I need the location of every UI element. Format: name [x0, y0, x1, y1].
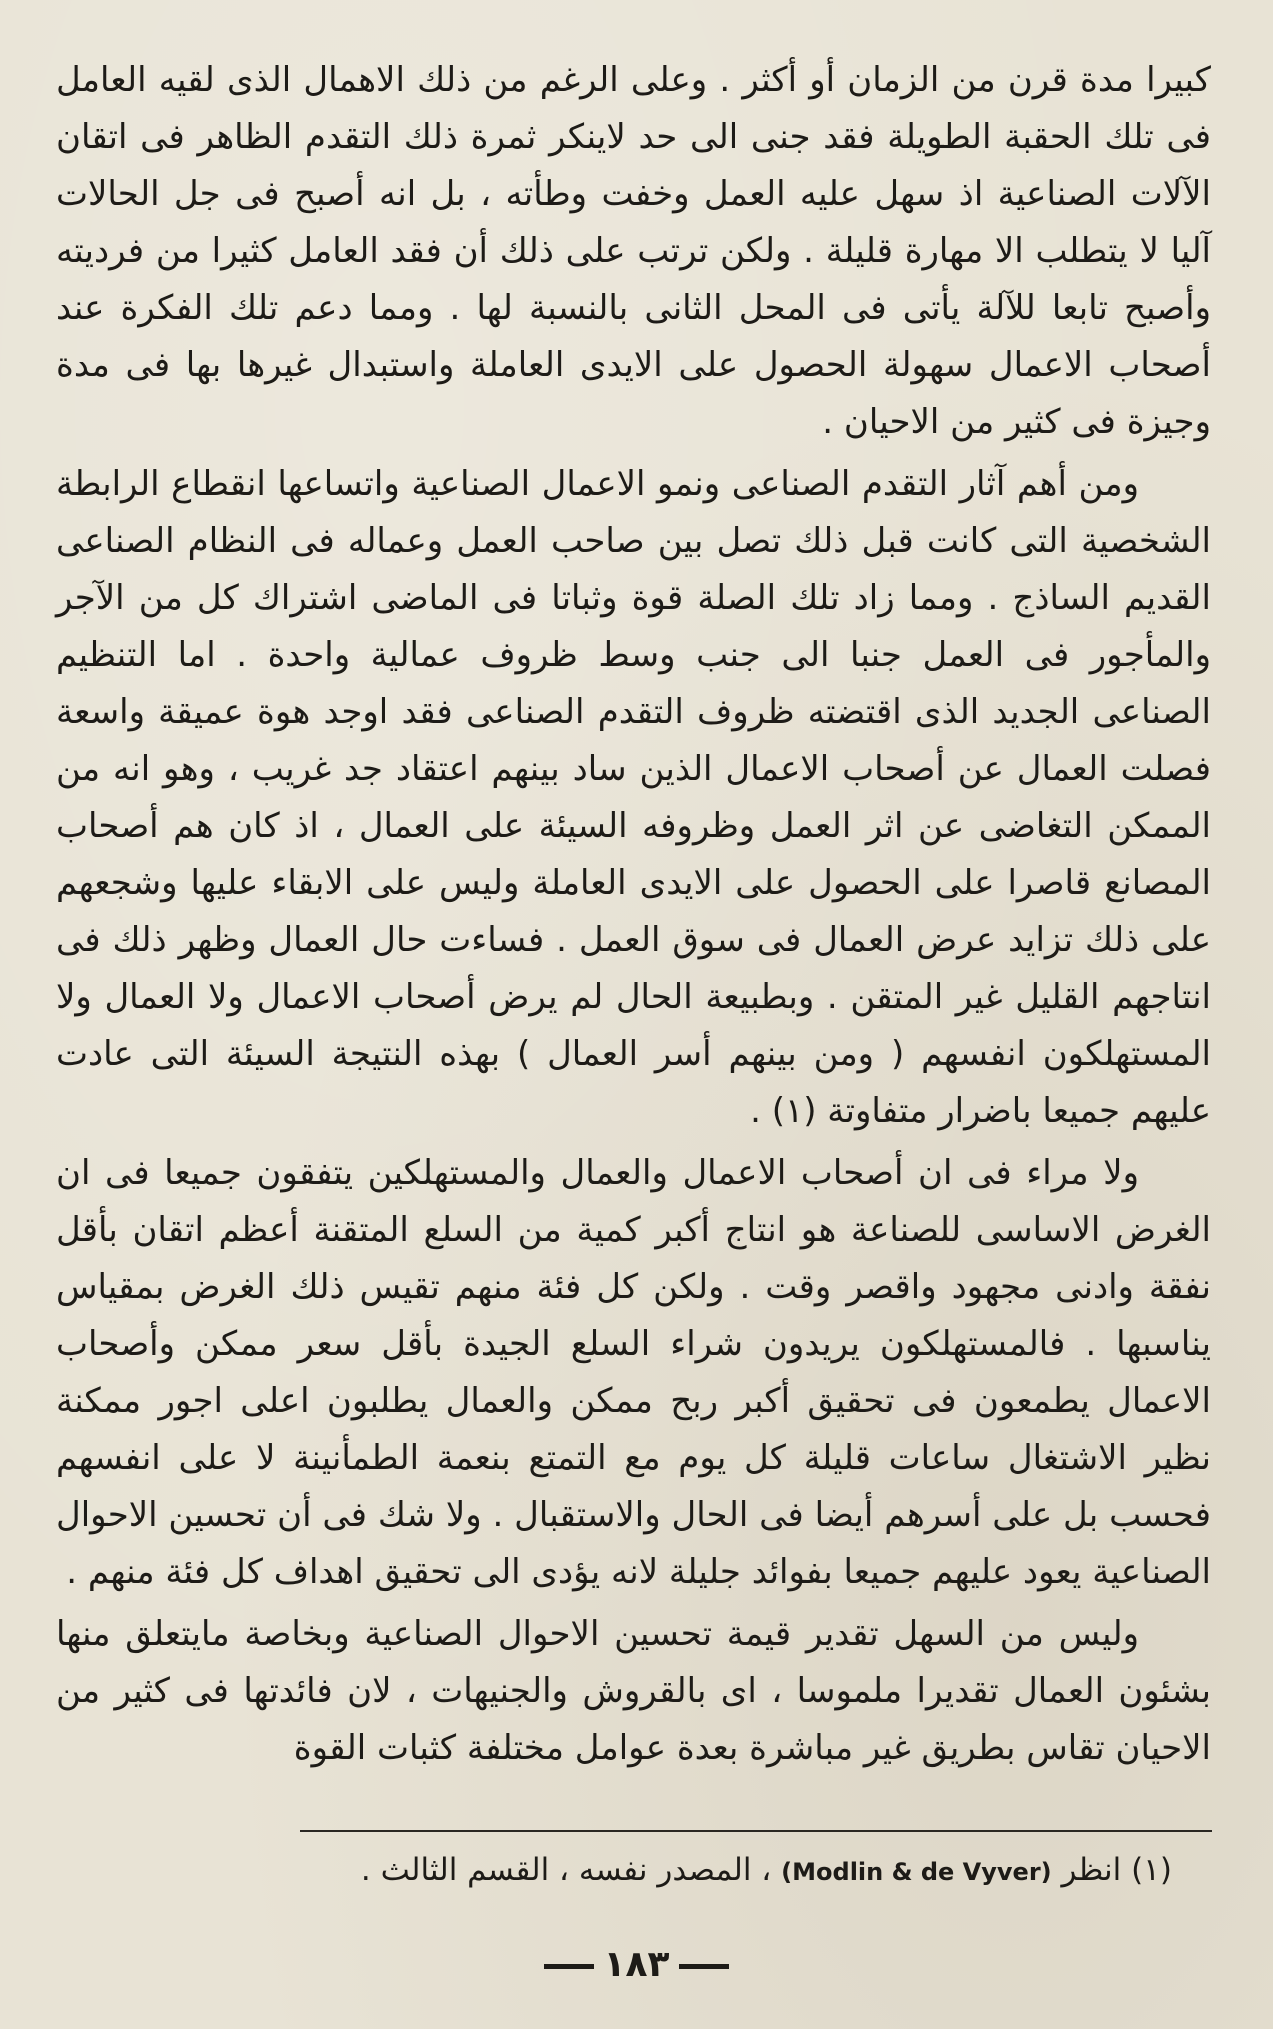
paragraph-3 — [56, 1145, 1211, 1601]
paragraph-1: كبيرا مدة قرن من الزمان أو أكثر . وعلى الرغم من ذلك الاهمال الذى لقيه العامل فى تلك الحقبة الطويلة فقد جنى الى حد لاينكر ثمرة ذلك التقدم الظاهر فى اتقان الآلات الصناعية اذ سهل عليه العمل وخفت وطأته ، بل انه أصبح فى جل الحالات آليا لا يتطلب الا مهارة قليلة . ولكن ترتب على ذلك أن فقد العامل كثيرا من فرديته وأصبح تابعا للآلة يأتى فى المحل الثانى بالنسبة لها . ومما دعم تلك الفكرة عند أصحاب الاعمال سهولة الحصول على الايدى العاملة واستبدال غيرها بها فى مدة وجيزة فى كثير من الاحيان . — [56, 60, 1211, 442]
footnote — [200, 1846, 1172, 1896]
paragraph-3-text: ولا مراء فى ان أصحاب الاعمال والعمال والمستهلكين يتفقون جميعا فى ان الغرض الاساسى للصناعة هو انتاج أكبر كمية من السلع المتقنة أعظم اتقان بأقل نفقة وادنى مجهود واقصر وقت . ولكن كل فئة منهم تقيس ذلك الغرض بمقياس يناسبها . فالمستهلكون يريدون شراء السلع الجيدة بأقل سعر ممكن وأصحاب الاعمال يطمعون فى تحقيق أكبر ربح ممكن والعمال يطلبون اعلى اجور ممكنة نظير الاشتغال ساعات قليلة كل يوم مع التمتع بنعمة الطمأنينة لا على انفسهم فحسب بل على أسرهم أيضا فى الحال والاستقبال . ولا شك فى أن تحسين الاحوال الصناعية يعود عليهم جميعا بفوائد جليلة لانه يؤدى الى تحقيق اهداف كل فئة منهم . — [56, 1153, 1211, 1592]
footnote-marker: (١) انظر — [1061, 1852, 1172, 1888]
footnote-rest: ، المصدر نفسه ، القسم الثالث . — [360, 1852, 772, 1888]
footnote-reference: (Modlin & de Vyver) — [781, 1858, 1052, 1886]
page-number-value: ١٨٣ — [603, 1944, 670, 1985]
footnote-divider — [300, 1830, 1212, 1832]
paragraph-4-text: وليس من السهل تقدير قيمة تحسين الاحوال الصناعية وبخاصة مايتعلق منها بشئون العمال تقديرا ملموسا ، اى بالقروش والجنيهات ، لان فائدتها فى كثير من الاحيان تقاس بطريق غير مباشرة بعدة عوامل مختلفة كثبات القوة — [56, 1614, 1211, 1768]
page-number — [0, 1940, 1273, 1990]
paragraph-2-text: ومن أهم آثار التقدم الصناعى ونمو الاعمال الصناعية واتساعها انقطاع الرابطة الشخصية التى كانت قبل ذلك تصل بين صاحب العمل وعماله فى النظام الصناعى القديم الساذج . ومما زاد تلك الصلة قوة وثباتا فى الماضى اشتراك كل من الآجر والمأجور فى العمل جنبا الى جنب وسط ظروف عمالية واحدة . اما التنظيم الصناعى الجديد الذى اقتضته ظروف التقدم الصناعى فقد اوجد هوة عميقة واسعة فصلت العمال عن أصحاب الاعمال الذين ساد بينهم اعتقاد جد غريب ، وهو انه من الممكن التغاضى عن اثر العمل وظروفه السيئة على العمال ، اذ كان هم أصحاب المصانع قاصرا على الحصول على الايدى العاملة وليس على الابقاء عليها وشجعهم على ذلك تزايد عرض العمال فى سوق العمل . فساءت حال العمال وظهر ذلك فى انتاجهم القليل غير المتقن . وبطبيعة الحال لم يرض أصحاب الاعمال ولا العمال ولا المستهلكون انفسهم ( ومن بينهم أسر العمال ) بهذه النتيجة السيئة التى عادت عليهم جميعا باضرار متفاوتة (١) . — [56, 464, 1211, 1131]
page-number-dash-right — [679, 1964, 729, 1969]
body-text — [56, 52, 1211, 1777]
paragraph-2 — [56, 456, 1211, 1140]
page-number-dash-left — [544, 1964, 594, 1969]
paragraph-4 — [56, 1606, 1211, 1777]
